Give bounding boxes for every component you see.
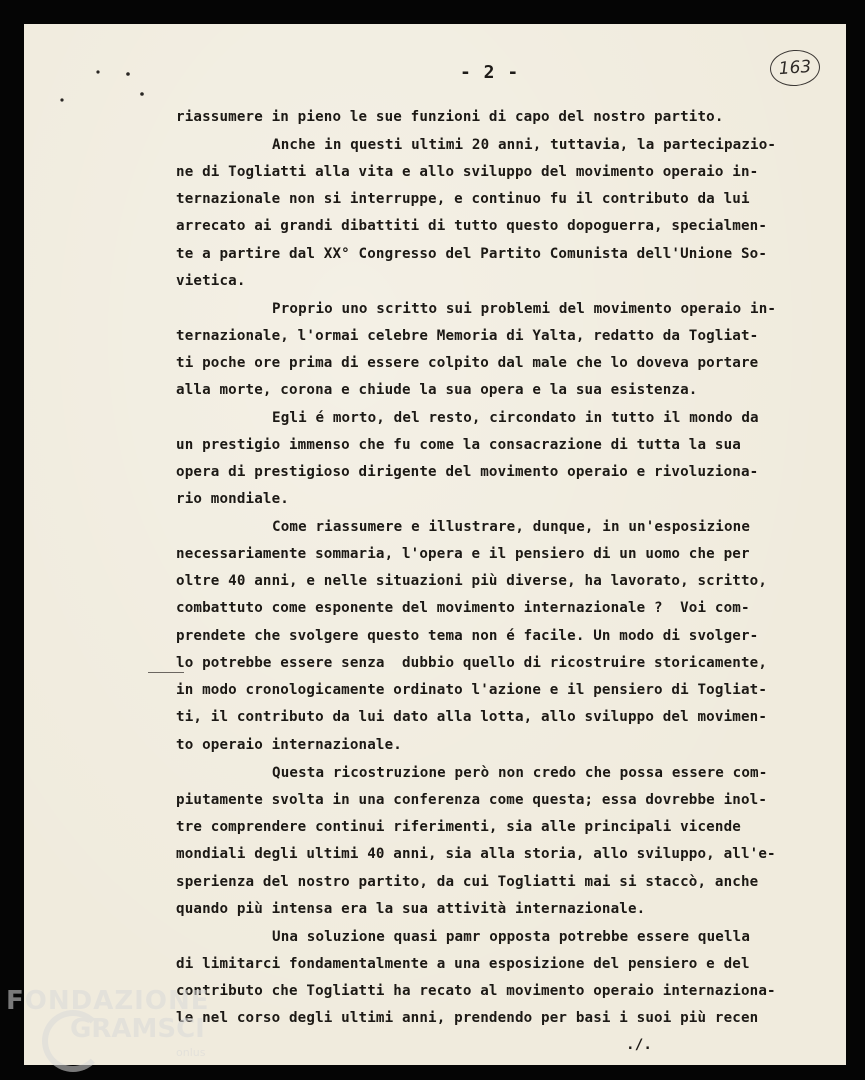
folio-stamp	[769, 48, 821, 87]
text-line: ternazionale non si interruppe, e continuo fu il contributo da lui	[176, 191, 750, 207]
text-line: tre comprendere continui riferimenti, sia alle principali vicende	[176, 819, 741, 835]
text-line: Proprio uno scritto sui problemi del movimento operaio in-	[272, 301, 777, 317]
text-line: ne di Togliatti alla vita e allo sviluppo del movimento operaio in-	[176, 164, 759, 180]
text-line: mondiali degli ultimi 40 anni, sia alla storia, allo sviluppo, all'e-	[176, 846, 776, 862]
text-line: opera di prestigioso dirigente del movimento operaio e rivoluziona-	[176, 464, 759, 480]
text-line: le nel corso degli ultimi anni, prendendo per basi i suoi più recen	[176, 1010, 759, 1026]
text-line: lo potrebbe essere senza dubbio quello di ricostruire storicamente,	[176, 655, 768, 671]
continuation-mark: ./.	[626, 1037, 653, 1053]
watermark-suffix: onlus	[176, 1046, 206, 1059]
folio-number: 163	[778, 56, 812, 80]
margin-pencil-mark	[148, 672, 184, 673]
text-line: ti poche ore prima di essere colpito dal male che lo doveva portare	[176, 355, 759, 371]
watermark-name: FONDAZIONE	[6, 986, 210, 1016]
ink-specks	[58, 66, 158, 106]
text-line: to operaio internazionale.	[176, 737, 402, 753]
text-line: vietica.	[176, 273, 246, 289]
text-line: Anche in questi ultimi 20 anni, tuttavia, la partecipazio-	[272, 137, 777, 153]
text-line: rio mondiale.	[176, 491, 289, 507]
typewritten-page	[24, 24, 846, 1065]
text-line: combattuto come esponente del movimento internazionale ? Voi com-	[176, 600, 750, 616]
text-line: necessariamente sommaria, l'opera e il pensiero di un uomo che per	[176, 546, 750, 562]
watermark-logo-text: GRAMSCI	[70, 1014, 205, 1044]
text-line: Una soluzione quasi pamr opposta potrebbe essere quella	[272, 929, 751, 945]
text-line: in modo cronologicamente ordinato l'azione e il pensiero di Togliat-	[176, 682, 768, 698]
text-line: te a partire dal XX° Congresso del Partito Comunista dell'Unione So-	[176, 246, 768, 262]
text-line: alla morte, corona e chiude la sua opera e la sua esistenza.	[176, 382, 698, 398]
page-number: - 2 -	[460, 62, 520, 83]
text-line: prendete che svolgere questo tema non é facile. Un modo di svolger-	[176, 628, 759, 644]
text-line: oltre 40 anni, e nelle situazioni più diverse, ha lavorato, scritto,	[176, 573, 768, 589]
text-line: Egli é morto, del resto, circondato in tutto il mondo da	[272, 410, 759, 426]
text-line: Questa ricostruzione però non credo che possa essere com-	[272, 765, 768, 781]
text-line: riassumere in pieno le sue funzioni di capo del nostro partito.	[176, 109, 724, 125]
text-line: ti, il contributo da lui dato alla lotta, allo sviluppo del movimen-	[176, 709, 768, 725]
text-line: quando più intensa era la sua attività internazionale.	[176, 901, 646, 917]
archive-watermark	[4, 986, 254, 1076]
text-line: piutamente svolta in una conferenza come questa; essa dovrebbe inol-	[176, 792, 768, 808]
text-line: Come riassumere e illustrare, dunque, in un'esposizione	[272, 519, 751, 535]
text-line: contributo che Togliatti ha recato al movimento operaio internaziona-	[176, 983, 776, 999]
text-line: sperienza del nostro partito, da cui Togliatti mai si staccò, anche	[176, 874, 759, 890]
text-line: ternazionale, l'ormai celebre Memoria di Yalta, redatto da Togliat-	[176, 328, 759, 344]
text-line: di limitarci fondamentalmente a una esposizione del pensiero e del	[176, 956, 750, 972]
text-line: un prestigio immenso che fu come la consacrazione di tutta la sua	[176, 437, 741, 453]
text-line: arrecato ai grandi dibattiti di tutto questo dopoguerra, specialmen-	[176, 218, 768, 234]
